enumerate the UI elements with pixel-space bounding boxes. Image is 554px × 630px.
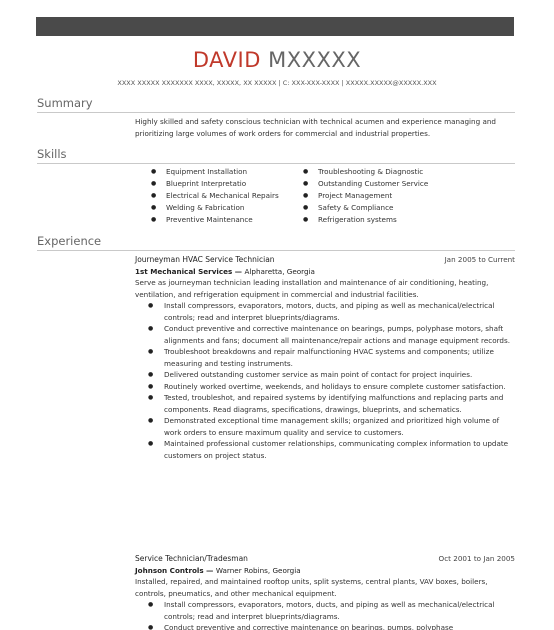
experience-heading: Experience	[37, 234, 102, 248]
skill-item: ● Outstanding Customer Service	[302, 178, 428, 190]
summary-text: Highly skilled and safety conscious technician with technical acumen and experience managing and prioritizing large volumes of work orders for commercial and industrial properties.	[135, 117, 496, 138]
job-bullet: ● Delivered outstanding customer service as main point of contact for project inquiries.	[135, 369, 515, 381]
job-bullet: ● Demonstrated exceptional time management skills; organized and prioritized high volume of work orders to ensure maximum quality and service to customers.	[135, 415, 515, 438]
job-bullets	[135, 300, 515, 461]
skills-heading: Skills	[37, 147, 67, 161]
last-name: MXXXXX	[268, 48, 362, 72]
company-name: 1st Mechanical Services	[135, 266, 233, 276]
skill-item: ● Project Management	[302, 190, 428, 202]
job-title: Service Technician/Tradesman	[135, 554, 248, 563]
candidate-name	[0, 48, 554, 72]
job-title: Journeyman HVAC Service Technician	[135, 255, 275, 264]
company-separator: —	[232, 266, 245, 276]
company-name: Johnson Controls	[135, 565, 204, 575]
skills-list-left	[150, 166, 279, 226]
header-bar	[36, 17, 514, 36]
job-location: Warner Robins, Georgia	[215, 565, 301, 575]
skill-item: ● Blueprint Interpretatio	[150, 178, 279, 190]
job-bullet: ● Install compressors, evaporators, motors, ducts, and piping as well as mechanical/electrical controls; read and interpret blueprints/diagrams.	[135, 599, 515, 622]
job-bullet: ● Tested, troubleshot, and repaired systems by identifying malfunctions and replacing parts and components. Read diagrams, specifications, drawings, blueprints, and schematics.	[135, 392, 515, 415]
contact-line: XXXX XXXXX XXXXXXX XXXX, XXXXX, XX XXXXX | C: XXX-XXX-XXXX | XXXXX.XXXXX@XXXXX.XXX	[117, 79, 437, 87]
job-bullet: ● Troubleshoot breakdowns and repair malfunctioning HVAC systems and components; utilize measuring and testing instruments.	[135, 346, 515, 369]
job-bullet: ● Maintained professional customer relationships, communicating complex information to update customers on project status.	[135, 438, 515, 461]
job-bullet: ● Conduct preventive and corrective maintenance on bearings, pumps, polyphase motors, shaft alignments and fans; document all maintenance/repair actions and manage equipment records.	[135, 323, 515, 346]
summary-divider	[37, 112, 515, 113]
job-entry	[135, 254, 515, 461]
job-bullets	[135, 599, 515, 630]
summary-heading: Summary	[37, 96, 93, 110]
skill-item: ● Refrigeration systems	[302, 214, 428, 226]
experience-divider	[37, 250, 515, 251]
skill-item: ● Electrical & Mechanical Repairs	[150, 190, 279, 202]
job-company	[135, 565, 515, 577]
job-description: Installed, repaired, and maintained rooftop units, split systems, central plants, VAV boxes, boilers, controls, pneumatics, and other mechanical equipment.	[135, 577, 488, 598]
skill-item: ● Troubleshooting & Diagnostic	[302, 166, 428, 178]
job-dates: Jan 2005 to Current	[444, 255, 515, 264]
job-bullet: ● Install compressors, evaporators, motors, ducts, and piping as well as mechanical/electrical controls; read and interpret blueprints/diagrams.	[135, 300, 515, 323]
first-name: DAVID	[192, 48, 261, 72]
skills-divider	[37, 163, 515, 164]
job-location: Alpharetta, Georgia	[244, 266, 315, 276]
skill-item: ● Safety & Compliance	[302, 202, 428, 214]
skill-item: ● Preventive Maintenance	[150, 214, 279, 226]
job-entry	[135, 553, 515, 630]
job-dates: Oct 2001 to Jan 2005	[438, 554, 515, 563]
job-description: Serve as journeyman technician leading installation and maintenance of air conditioning, heating, ventilation, and refrigeration equipment in commercial and industrial facilities.	[135, 278, 489, 299]
skill-item: ● Equipment Installation	[150, 166, 279, 178]
job-bullet: ● Routinely worked overtime, weekends, and holidays to ensure complete customer satisfaction.	[135, 381, 515, 393]
job-bullet: ● Conduct preventive and corrective maintenance on bearings, pumps, polyphase	[135, 622, 515, 630]
skill-item: ● Welding & Fabrication	[150, 202, 279, 214]
job-company	[135, 266, 515, 278]
skills-list-right	[302, 166, 428, 226]
company-separator: —	[203, 565, 216, 575]
